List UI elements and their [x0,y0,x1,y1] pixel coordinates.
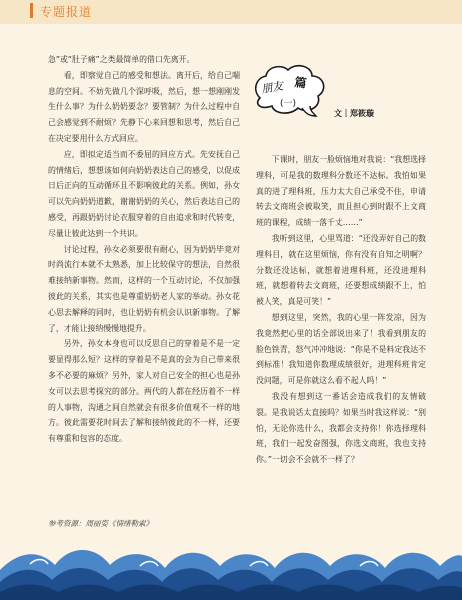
paragraph: 想到这里，突然，我的心里一阵发凉，因为我竟然把心里的话全部说出来了！我看到朋友的脸色铁青，怒气冲冲地说：“你是不是料定我达不到标准！我知道你数理成绩很好，进理科班肯定没问题，可是你就这么看不起人吗！” [256,312,426,386]
paragraph: 讨论过程，孙女必须要很有耐心，因为奶奶毕竟对时尚流行本就不太熟悉，加上比较保守的想法，自然很难接纳新事物。然而，这样的一个互动讨论，不仅加强彼此的关系，其实也是尊重奶奶老人家的举动。孙女花心思去解释的同时，也让奶奶有机会认识新事物。了解了，才能让接纳慢慢地提升。 [48,244,240,333]
references: 参考资源：周丽姿《情绪勒索》 [48,519,153,528]
paragraph: 看，即察觉自己的感受和想法。离开后，给自己喘息的空间。不妨先做几个深呼吸，然后，想一想刚刚发生什么事？为什么奶奶要念？要管制？为什么过程中自己会感觉到不耐烦？先静下心来回想和思考，然后自己在决定要用什么方式回应。 [48,70,240,143]
left-article-column [48,52,240,447]
friend-section-badge [250,60,330,120]
section-title: 专题报道 [40,5,93,19]
badge-text-part: (一) [280,99,297,109]
paragraph: 另外，孙女本身也可以反思自己的穿着是不是一定要显得那么短？这样的穿着是不是真的会为自己带来很多不必要的麻烦？另外，家人对自己安全的担心也是孙女可以去思考探究的部分。两代的人都在经历着不一样的人事物，沟通之间自然就会有很多价值观不一样的地方。彼此需要花时间去了解和接纳彼此的不一样，还要有尊重和包容的态度。 [48,339,240,444]
paragraph: 我听到这里，心里骂道：“还没弄好自己的数理科目，就在这里烦恼，你有没有自知之明啊？分数还没达标，就想着进理科班，还没进理科班，就想着转去文商班，还要想成绩跟不上，怕被人笑，真是可笑！” [256,233,426,307]
paragraph: 下课时，朋友一脸烦恼地对我说：“我想选择理科，可是我的数理科分数还不达标。我怕如果真的进了理科班，压力太大自己承受不住，申请转去文商班会被取笑，而且担心到时跟不上文商班的课程，成绩一落千丈……” [256,155,426,228]
paragraph: 应，即拟定适当而不委屈的回应方式。先安抚自己的情绪后，想想该如何向奶奶表达自己的感受，以促成日后正向的互动循环且不影响彼此的关系。例如，孙女可以先向奶奶道歉，谢谢奶奶的关心，然后表达自己的感受，再跟奶奶讨论衣服穿着的自由追求和时代转变，尽量让彼此达到一个共识。 [48,149,240,238]
paragraph: 急”或“肚子痛”之类最简单的借口先离开。 [48,55,195,64]
badge-text-friend: 朋友 [260,79,285,96]
badge-text-chapter: 篇 [293,75,308,91]
paragraph: 我没有想到这一番话会造成我们的友情破裂。是我说话太直接吗？如果当时我这样说：“别怕，无论你选什么，我都会支持你！你选择理科班，我们一起发奋图强，你选文商班，我也支持你。”一切会不会就不一样了？ [256,391,426,465]
right-article-column [256,152,426,468]
author-credit: 文｜郑筱璇 [334,109,374,118]
wave-decoration [0,530,462,600]
header-accent-mark [30,3,33,18]
